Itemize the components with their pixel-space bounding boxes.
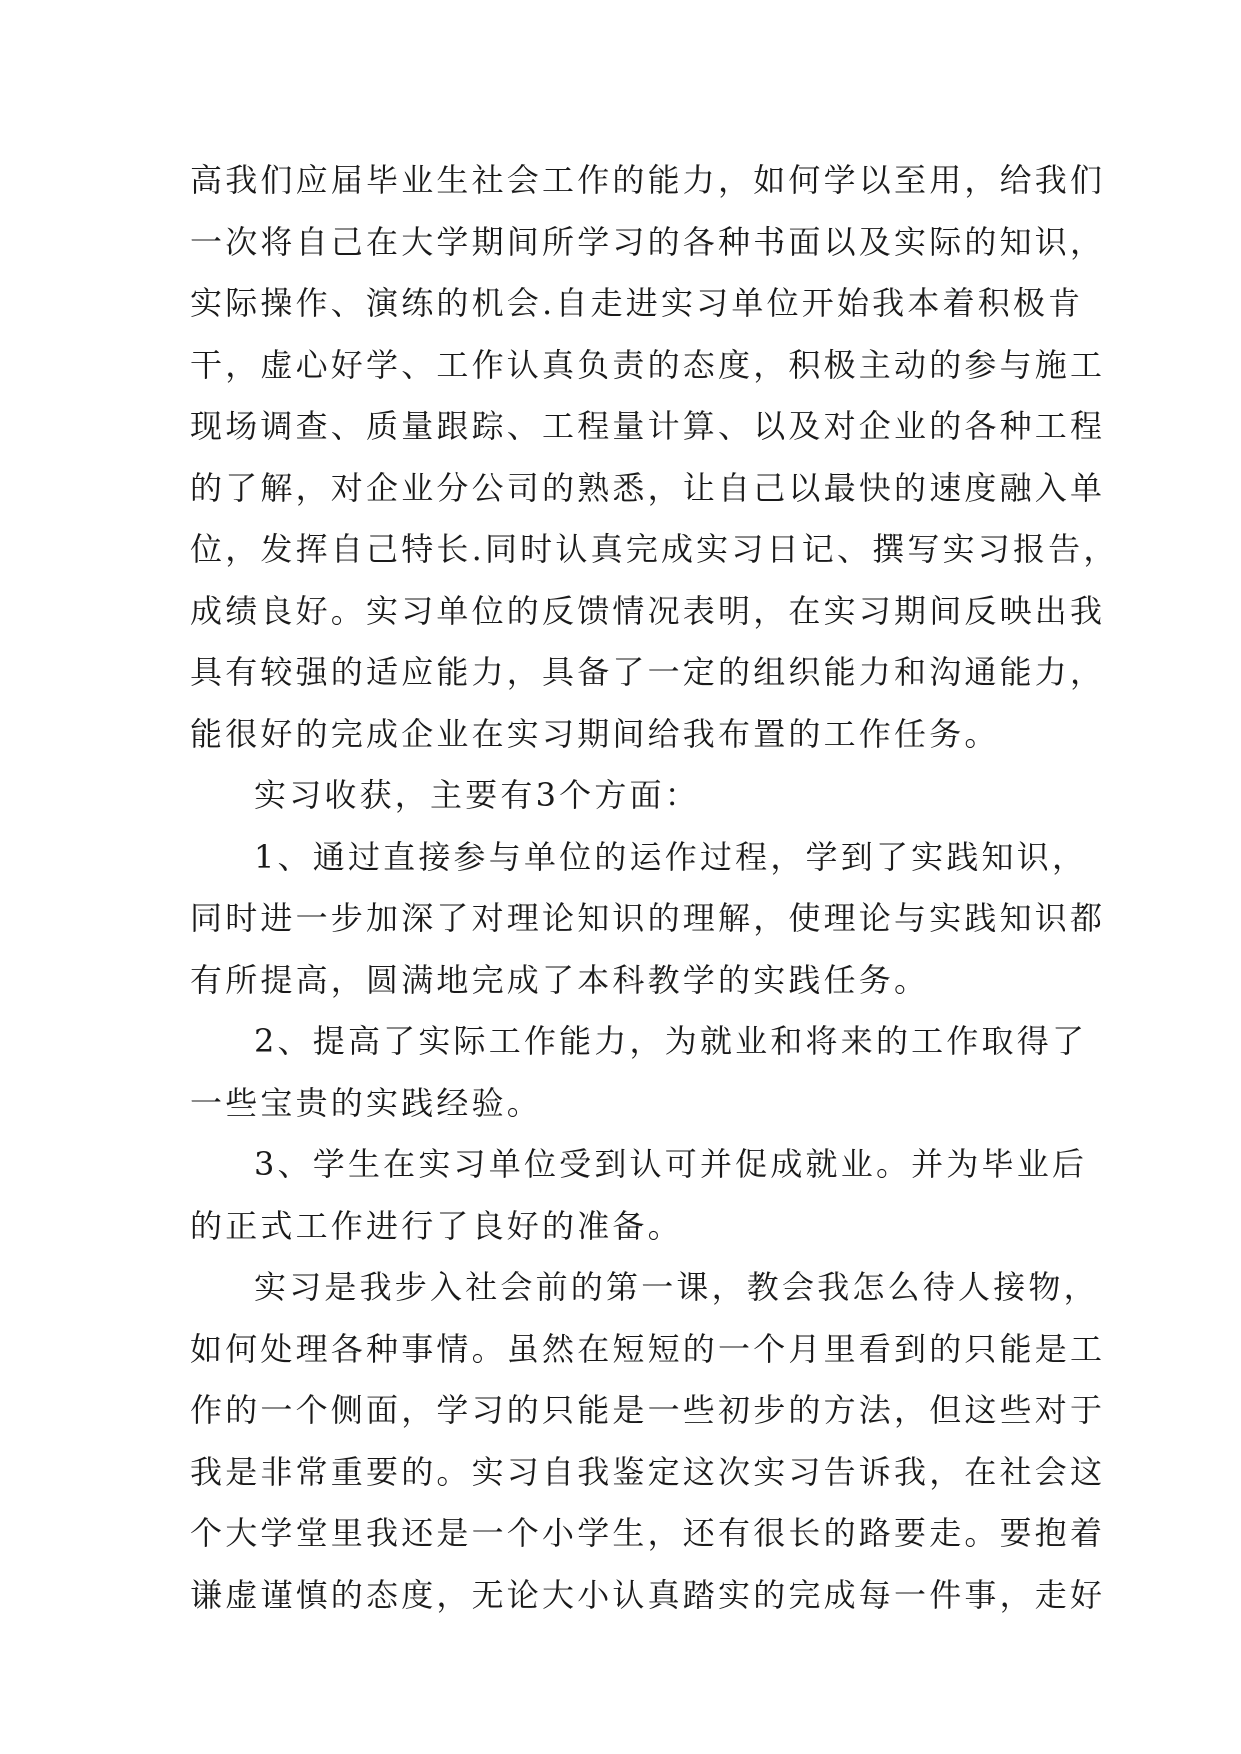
text-line: 现场调查、质量跟踪、工程量计算、以及对企业的各种工程 — [190, 407, 1106, 445]
text-line: 具有较强的适应能力，具备了一定的组织能力和沟通能力， — [190, 653, 1106, 691]
paragraph-start: 实习是我步入社会前的第一课，教会我怎么待人接物， — [254, 1268, 1099, 1306]
text-line: 成绩良好。实习单位的反馈情况表明，在实习期间反映出我 — [190, 591, 1106, 630]
text-line: 如何处理各种事情。虽然在短短的一个月里看到的只能是工 — [190, 1329, 1106, 1368]
list-item-1: 1、通过直接参与单位的运作过程，学到了实践知识， — [254, 837, 1088, 876]
section-heading: 实习收获，主要有3个方面： — [254, 776, 700, 814]
text-line: 的正式工作进行了良好的准备。 — [190, 1206, 683, 1245]
list-item-2: 2、提高了实际工作能力，为就业和将来的工作取得了 — [254, 1022, 1088, 1060]
body-text — [190, 150, 1119, 1626]
text-line: 作的一个侧面，学习的只能是一些初步的方法，但这些对于 — [190, 1391, 1106, 1429]
text-line: 同时进一步加深了对理论知识的理解，使理论与实践知识都 — [190, 899, 1106, 937]
text-line: 位，发挥自己特长.同时认真完成实习日记、撰写实习报告， — [190, 530, 1119, 568]
text-line: 高我们应届毕业生社会工作的能力，如何学以至用，给我们 — [190, 161, 1106, 199]
list-item-3: 3、学生在实习单位受到认可并促成就业。并为毕业后 — [254, 1145, 1088, 1183]
text-line: 干，虚心好学、工作认真负责的态度，积极主动的参与施工 — [190, 345, 1106, 384]
text-line: 能很好的完成企业在实习期间给我布置的工作任务。 — [190, 714, 1000, 753]
text-line: 一些宝贵的实践经验。 — [190, 1083, 543, 1122]
text-line: 个大学堂里我还是一个小学生，还有很长的路要走。要抱着 — [190, 1514, 1106, 1552]
text-line: 我是非常重要的。实习自我鉴定这次实习告诉我，在社会这 — [190, 1452, 1106, 1491]
text-line: 的了解，对企业分公司的熟悉，让自己以最快的速度融入单 — [190, 468, 1106, 507]
text-line: 有所提高，圆满地完成了本科教学的实践任务。 — [190, 960, 930, 999]
text-line: 一次将自己在大学期间所学习的各种书面以及实际的知识， — [190, 222, 1106, 261]
text-line: 实际操作、演练的机会.自走进实习单位开始我本着积极肯 — [190, 284, 1084, 322]
text-line: 谦虚谨慎的态度，无论大小认真踏实的完成每一件事，走好 — [190, 1575, 1106, 1614]
